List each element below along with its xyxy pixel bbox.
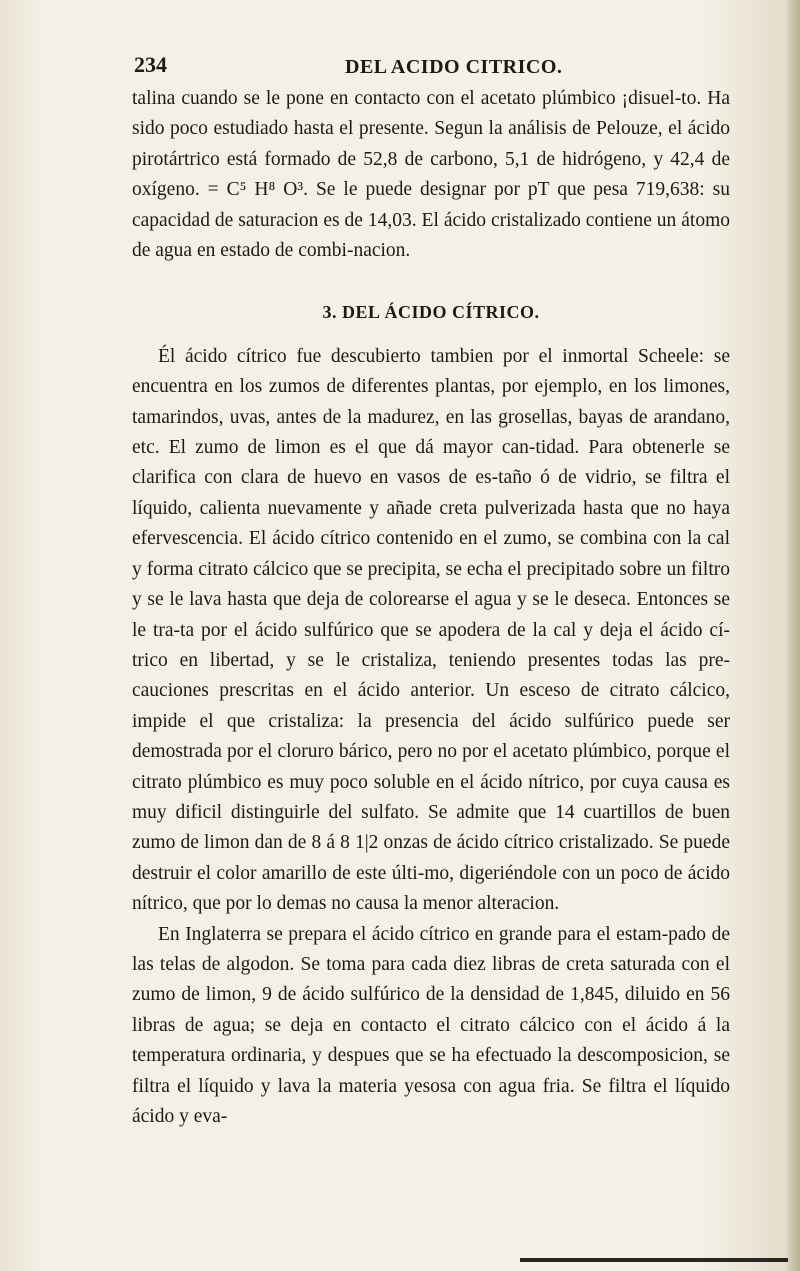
paragraph-citric-acid: Él ácido cítrico fue descubierto tambien por el inmortal Scheele: se encuentra en los zumos de diferentes plantas, por ejemplo, en los limones, tamarindos, uvas, antes de la madurez, en las grosellas, bayas de arandano, etc. El zumo de limon es el que dá mayor can-tidad. Para obtenerle se clarifica con clara de huevo en vasos de es-taño ó de vidrio, se filtra el líquido, calienta nuevamente y añade creta pulverizada hasta que no haya efervescencia. El ácido cítrico contenido en el zumo, se combina con la cal y forma citrato cálcico que se precipita, se echa el precipitado sobre un filtro y se le lava hasta que deja de colorearse el agua y se le deseca. Entonces se le tra-ta por el ácido sulfúrico que se apodera de la cal y deja el ácido cí-trico en libertad, y se le cristaliza, teniendo presentes todas las pre-cauciones prescritas en el ácido anterior. Un esceso de citrato cálcico, impide el que cristaliza: la presencia del ácido sulfúrico puede ser demostrada por el cloruro bárico, pero no por el acetato plúmbico, porque el citrato plúmbico es muy poco soluble en el ácido nítrico, por cuya causa es muy dificil distinguirle del sulfato. Se admite que 14 cuartillos de buen zumo de limon dan de 8 á 8 1|2 onzas de ácido cítrico cristalizado. Se puede destruir el color amarillo de este últi-mo, digeriéndole con un poco de ácido nítrico, que por lo demas no causa la menor alteracion. xyxy=(132,345,730,915)
paragraph-continued: talina cuando se le pone en contacto con el acetato plúmbico ¡disuel-to. Ha sido poco estudiado hasta el presente. Segun la análisis de Pelouze, el ácido pirotártrico está formado de 52,8 de carbono, 5,1 de hidrógeno, y 42,4 de oxígeno. = C⁵ H⁸ O³. Se le puede designar por pT que pesa 719,638: su capacidad de saturacion es de 14,03. El ácido cristalizado contiene un átomo de agua en estado de combi-nacion. xyxy=(132,88,730,262)
section-title: 3. DEL ÁCIDO CÍTRICO. xyxy=(322,302,540,323)
paragraph-england: En Inglaterra se prepara el ácido cítrico en grande para el estam-pado de las telas de algodon. Se toma para cada diez libras de creta saturada con el zumo de limon, 9 de ácido sulfúrico de la densidad de 1,845, diluido en 56 libras de agua; se deja en contacto el citrato cálcico con el ácido á la temperatura ordinaria, y despues que se ha efectuado la descomposicion, se filtra el líquido y lava la materia yesosa con agua fria. Se filtra el líquido ácido y eva- xyxy=(132,923,730,1127)
page-number: 234 xyxy=(134,52,167,77)
page-edge-shadow xyxy=(788,0,800,1271)
bottom-rule xyxy=(520,1258,788,1262)
body-text xyxy=(132,84,730,1132)
page-header xyxy=(120,52,720,82)
running-head: DEL ACIDO CITRICO. xyxy=(345,56,563,78)
